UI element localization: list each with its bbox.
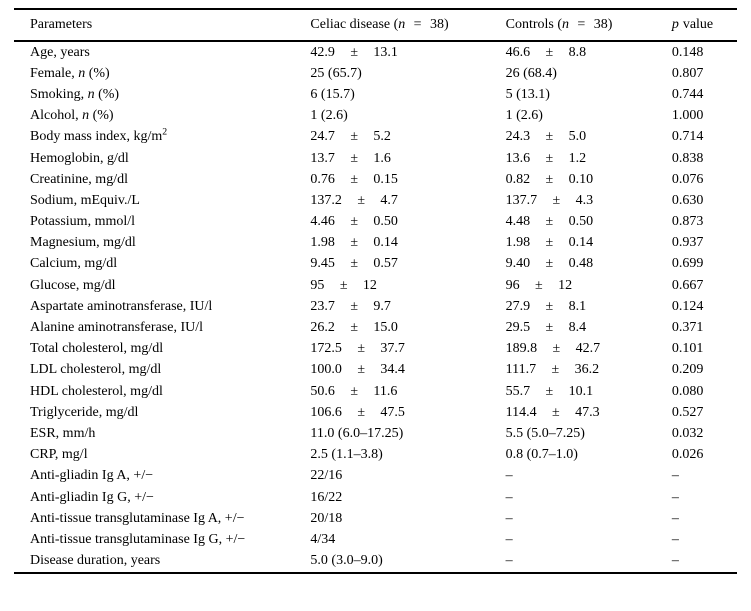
col-header-celiac — [310, 9, 505, 41]
table-row — [14, 127, 737, 148]
celiac-value-cell: 16/22 — [310, 489, 343, 505]
celiac-value-cell: 1 (2.6) — [310, 108, 348, 124]
p-value-cell: – — [671, 510, 679, 526]
table-row — [14, 190, 737, 211]
p-value-cell: 0.937 — [671, 235, 704, 251]
controls-value-cell: 137.7 ± 4.3 — [505, 192, 594, 208]
celiac-value-cell: 0.76 ± 0.15 — [310, 171, 398, 187]
table-row — [14, 296, 737, 317]
table-row — [14, 360, 737, 381]
p-value-cell: 0.873 — [671, 214, 704, 230]
controls-value-cell: 1 (2.6) — [505, 108, 543, 124]
celiac-value-cell: 9.45 ± 0.57 — [310, 256, 398, 272]
parameter-cell: Calcium, mg/dl — [30, 256, 118, 272]
controls-header-eq: = — [577, 17, 586, 32]
controls-header-n: n — [562, 17, 570, 32]
table-row — [14, 529, 737, 550]
controls-value-cell: 46.6 ± 8.8 — [505, 44, 587, 60]
controls-value-cell: 55.7 ± 10.1 — [505, 383, 594, 399]
celiac-value-cell: 2.5 (1.1–3.8) — [310, 447, 383, 463]
table-row — [14, 148, 737, 169]
p-value-cell: 0.527 — [671, 404, 704, 420]
controls-value-cell: 1.98 ± 0.14 — [505, 235, 594, 251]
controls-value-cell: – — [505, 531, 513, 547]
p-value-cell: 0.148 — [671, 44, 704, 60]
p-value-cell: 0.714 — [671, 129, 704, 145]
parameter-cell: Alanine aminotransferase, IU/l — [30, 320, 203, 336]
p-value-cell: 0.699 — [671, 256, 704, 272]
table-row — [14, 84, 737, 105]
parameter-cell: Creatinine, mg/dl — [30, 171, 128, 187]
celiac-header-text: Celiac disease ( — [310, 17, 399, 32]
celiac-header-n: n — [398, 17, 406, 32]
celiac-value-cell: 95 ± 12 — [310, 277, 377, 293]
table-row — [14, 41, 737, 63]
celiac-value-cell: 172.5 ± 37.7 — [310, 341, 405, 357]
celiac-value-cell: 23.7 ± 9.7 — [310, 298, 391, 314]
parameter-cell: LDL cholesterol, mg/dl — [30, 362, 162, 378]
table-row — [14, 63, 737, 84]
col-header-pvalue — [672, 9, 737, 41]
parameter-cell: Potassium, mmol/l — [30, 214, 136, 230]
p-value-cell: 0.807 — [671, 65, 704, 81]
parameter-cell: Total cholesterol, mg/dl — [30, 341, 164, 357]
parameter-cell: CRP, mg/l — [30, 447, 88, 463]
p-value-cell: 0.371 — [671, 320, 704, 336]
table-body — [14, 41, 737, 573]
table-row — [14, 339, 737, 360]
p-value-cell: 0.744 — [671, 86, 704, 102]
controls-value-cell: – — [505, 553, 513, 569]
table-row — [14, 423, 737, 444]
table-row — [14, 381, 737, 402]
table-row — [14, 233, 737, 254]
celiac-value-cell: 20/18 — [310, 510, 343, 526]
parameter-cell: HDL cholesterol, mg/dl — [30, 383, 163, 399]
parameter-cell: Anti-gliadin Ig A, +/− — [30, 468, 154, 484]
controls-value-cell: 96 ± 12 — [505, 277, 573, 293]
table-row — [14, 169, 737, 190]
celiac-header-eq: = — [413, 17, 422, 32]
controls-value-cell: 0.82 ± 0.10 — [505, 171, 594, 187]
controls-value-cell: 13.6 ± 1.2 — [505, 150, 587, 166]
p-value-cell: 0.124 — [671, 298, 704, 314]
controls-value-cell: 26 (68.4) — [505, 65, 557, 81]
parameter-cell: Smoking, n (%) — [30, 86, 120, 102]
celiac-value-cell: 4/34 — [310, 531, 336, 547]
celiac-value-cell: 42.9 ± 13.1 — [310, 44, 398, 60]
table-row — [14, 508, 737, 529]
parameter-cell: Alcohol, n (%) — [30, 108, 114, 124]
controls-value-cell: 0.8 (0.7–1.0) — [505, 447, 578, 463]
p-value-cell: – — [671, 468, 679, 484]
parameter-cell: ESR, mm/h — [30, 425, 96, 441]
p-value-cell: 0.209 — [671, 362, 704, 378]
celiac-value-cell: 22/16 — [310, 468, 343, 484]
parameter-cell: Body mass index, $kg/m^2$ — [30, 126, 168, 145]
p-value-cell: 1.000 — [671, 108, 704, 124]
celiac-value-cell: 6 (15.7) — [310, 86, 355, 102]
table-row — [14, 551, 737, 573]
controls-value-cell: – — [505, 489, 513, 505]
celiac-value-cell: 4.46 ± 0.50 — [310, 214, 398, 230]
controls-value-cell: 29.5 ± 8.4 — [505, 320, 587, 336]
parameter-cell: Anti-tissue transglutaminase Ig A, +/− — [30, 510, 245, 526]
parameter-cell: Age, years — [30, 44, 90, 60]
controls-value-cell: 114.4 ± 47.3 — [505, 404, 600, 420]
parameter-cell: Aspartate aminotransferase, IU/l — [30, 298, 213, 314]
celiac-value-cell: 13.7 ± 1.6 — [310, 150, 391, 166]
p-value-cell: – — [671, 489, 679, 505]
comparison-table — [14, 8, 737, 574]
celiac-value-cell: 106.6 ± 47.5 — [310, 404, 405, 420]
parameter-cell: Disease duration, years — [30, 553, 161, 569]
celiac-value-cell: 5.0 (3.0–9.0) — [310, 553, 383, 569]
table-row — [14, 275, 737, 296]
table-row — [14, 487, 737, 508]
parameter-cell: Triglyceride, mg/dl — [30, 404, 139, 420]
celiac-value-cell: 137.2 ± 4.7 — [310, 192, 398, 208]
controls-value-cell: 4.48 ± 0.50 — [505, 214, 594, 230]
table-row — [14, 466, 737, 487]
pvalue-header-rest: value — [682, 17, 714, 32]
celiac-value-cell: 26.2 ± 15.0 — [310, 320, 398, 336]
table-row — [14, 106, 737, 127]
p-value-cell: 0.026 — [671, 447, 704, 463]
parameter-cell: Female, n (%) — [30, 65, 110, 81]
celiac-value-cell: 25 (65.7) — [310, 65, 362, 81]
header-row — [14, 9, 737, 41]
p-value-cell: 0.080 — [671, 383, 704, 399]
celiac-value-cell: 11.0 (6.0–17.25) — [310, 425, 404, 441]
celiac-value-cell: 100.0 ± 34.4 — [310, 362, 405, 378]
p-value-cell: 0.101 — [671, 341, 704, 357]
p-value-cell: 0.838 — [671, 150, 704, 166]
controls-value-cell: – — [505, 468, 513, 484]
controls-header-count: 38) — [593, 17, 613, 32]
celiac-value-cell: 50.6 ± 11.6 — [310, 383, 398, 399]
controls-value-cell: 27.9 ± 8.1 — [505, 298, 587, 314]
parameter-cell: Magnesium, mg/dl — [30, 235, 136, 251]
p-value-cell: 0.076 — [671, 171, 704, 187]
controls-header-text: Controls ( — [505, 17, 563, 32]
p-value-cell: 0.032 — [671, 425, 704, 441]
parameter-cell: Hemoglobin, g/dl — [30, 150, 129, 166]
col-header-controls — [506, 9, 672, 41]
parameter-cell: Anti-gliadin Ig G, +/− — [30, 489, 154, 505]
celiac-header-count: 38) — [429, 17, 449, 32]
controls-value-cell: 5.5 (5.0–7.25) — [505, 425, 585, 441]
controls-value-cell: – — [505, 510, 513, 526]
controls-value-cell: 189.8 ± 42.7 — [505, 341, 601, 357]
p-value-cell: – — [671, 553, 679, 569]
p-value-cell: 0.630 — [671, 192, 704, 208]
parameter-cell: Glucose, mg/dl — [30, 277, 116, 293]
celiac-value-cell: 1.98 ± 0.14 — [310, 235, 398, 251]
pvalue-header-p: p — [671, 17, 679, 32]
table-row — [14, 317, 737, 338]
controls-value-cell: 24.3 ± 5.0 — [505, 129, 587, 145]
table-row — [14, 402, 737, 423]
controls-value-cell: 9.40 ± 0.48 — [505, 256, 594, 272]
p-value-cell: 0.667 — [671, 277, 704, 293]
parameter-cell: Anti-tissue transglutaminase Ig G, +/− — [30, 531, 246, 547]
col-header-parameters: Parameters — [14, 9, 310, 41]
celiac-value-cell: 24.7 ± 5.2 — [310, 129, 391, 145]
table-head — [14, 9, 737, 41]
parameter-cell: Sodium, mEquiv./L — [30, 192, 140, 208]
table-row — [14, 445, 737, 466]
table-row — [14, 254, 737, 275]
controls-value-cell: 5 (13.1) — [505, 86, 550, 102]
p-value-cell: – — [671, 531, 679, 547]
table-row — [14, 212, 737, 233]
controls-value-cell: 111.7 ± 36.2 — [505, 362, 600, 378]
